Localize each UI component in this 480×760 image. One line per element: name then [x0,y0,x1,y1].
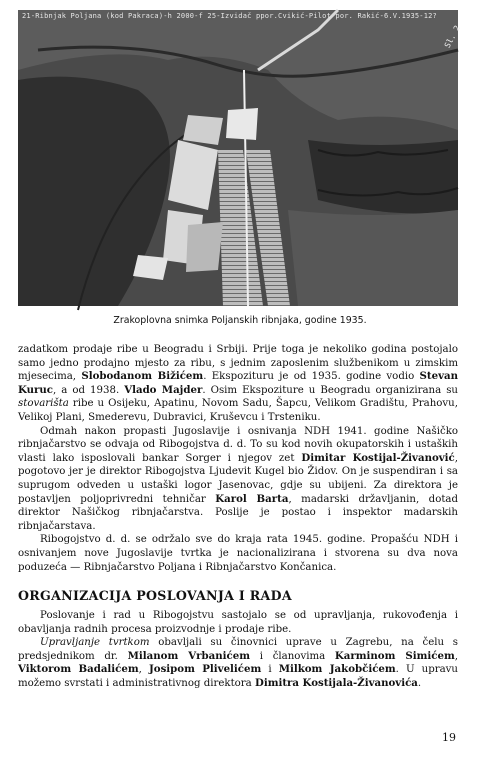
aerial-photograph [18,10,462,306]
paragraph: Ribogojstvo d. d. se održalo sve do kraja rata 1945. godine. Propašću NDH i osnivanjem nove Jugoslavije tvrtka je nacionalizirana i stvorena su dva nova poduzeća — Ribnjačarstvo Poljana i Ribnjačarstvo Končanica. [18,534,458,573]
text-run: . Osim Ekspoziture u Beogradu organizirana su [202,384,458,396]
person-name: Milkom Jakobčićem [278,663,396,676]
body-text [18,343,458,691]
person-name: Josipom Plivelićem [148,663,262,676]
text-run: , [138,664,149,676]
person-name: Stevan Kuruc [18,370,459,396]
paragraph [18,343,458,425]
person-name: Milanom Vrbanićem [127,649,250,662]
text-run: . [417,678,422,690]
person-name: Viktorom Badalićem [18,663,139,676]
text-run: i članovima [250,650,335,662]
text-run: . U upravu možemo svrstati i administrativnog direktora [18,664,458,690]
emphasis: stovarišta [18,398,69,410]
section-heading: ORGANIZACIJA POSLOVANJA I RADA [18,588,292,604]
person-name: Karminom Simićem [334,649,455,662]
person-name: Dimitra Kostijala-Živanovića [254,677,418,690]
paragraph [18,425,458,534]
text-run: Odmah nakon propasti Jugoslavije i osnivanja NDH 1941. godine Našičko ribnjačarstvo se odvaja od Ribogojstva d. d. To su kod novih okupatorskih i ustaških vlasti lako isposlovali bankar Sorger i njegov zet [18,425,458,464]
text-run: , madarski državljanin, dotad direktor Našičkog ribnjačarstva. Poslije je postao i inspektor madarskih ribnjačarstava. [18,493,459,532]
photo-side-mark: Sl. 2 [442,24,462,50]
person-name: Vlado Majder [124,383,203,396]
text-run: , a od 1938. [53,384,125,396]
paragraph [18,636,458,690]
paragraph: Poslovanje i rad u Ribogojstvu sastojalo se od upravljanja, rukovođenja i obavljanja radnih procesa proizvodnje i prodaje ribe. [18,610,458,635]
page-number: 19 [442,731,456,744]
text-run: . Ekspozituru je od 1935. godine vodio [203,371,420,383]
text-run: i [261,664,279,676]
photo-caption: Zrakoplovna snimka Poljanskih ribnjaka, godine 1935. [113,315,367,326]
text-run: obavljali su činovnici uprave u Zagrebu, na čelu s predsjednikom dr. [18,637,458,662]
person-name: Karol Barta [215,492,289,505]
text-run: zadatkom prodaje ribe u Beogradu i Srbiji. Prije toga je nekoliko godina postojalo samo jedno prodajno mjesto za ribu, s jednim zaposlenim službenikom u zimskim mjesecima, [18,344,458,383]
text-run: , [454,650,458,662]
person-name: Slobodanom Bižićem [81,370,204,383]
photo-inscription: 21-Ribnjak Poljana (kod Pakraca)-h 2000-f 25-Izvidač ppor.Cvikić-Pilot por. Rakić-6.V.1935-12? [22,12,437,20]
text-run: , pogotovo jer je direktor Ribogojstva Ljudevit Kugel bio Židov. On je suspendiran i sa suprugom odveden u ustaški logor Jasenovac, gdje su ubijeni. Za direktora je postavljen poljoprivredni tehničar [18,452,459,505]
emphasis: Upravljanje tvrtkom [40,637,150,649]
person-name: Dimitar Kostijal-Živanović [301,451,455,464]
aerial-photo-drawing [18,10,458,306]
text-run: ribe u Osijeku, Apatinu, Novom Sadu, Šapcu, Velikom Gradištu, Prahovu, Velikoj Plani, Smederevu, Dubravici, Kruševcu i Trsteniku. [18,398,458,423]
